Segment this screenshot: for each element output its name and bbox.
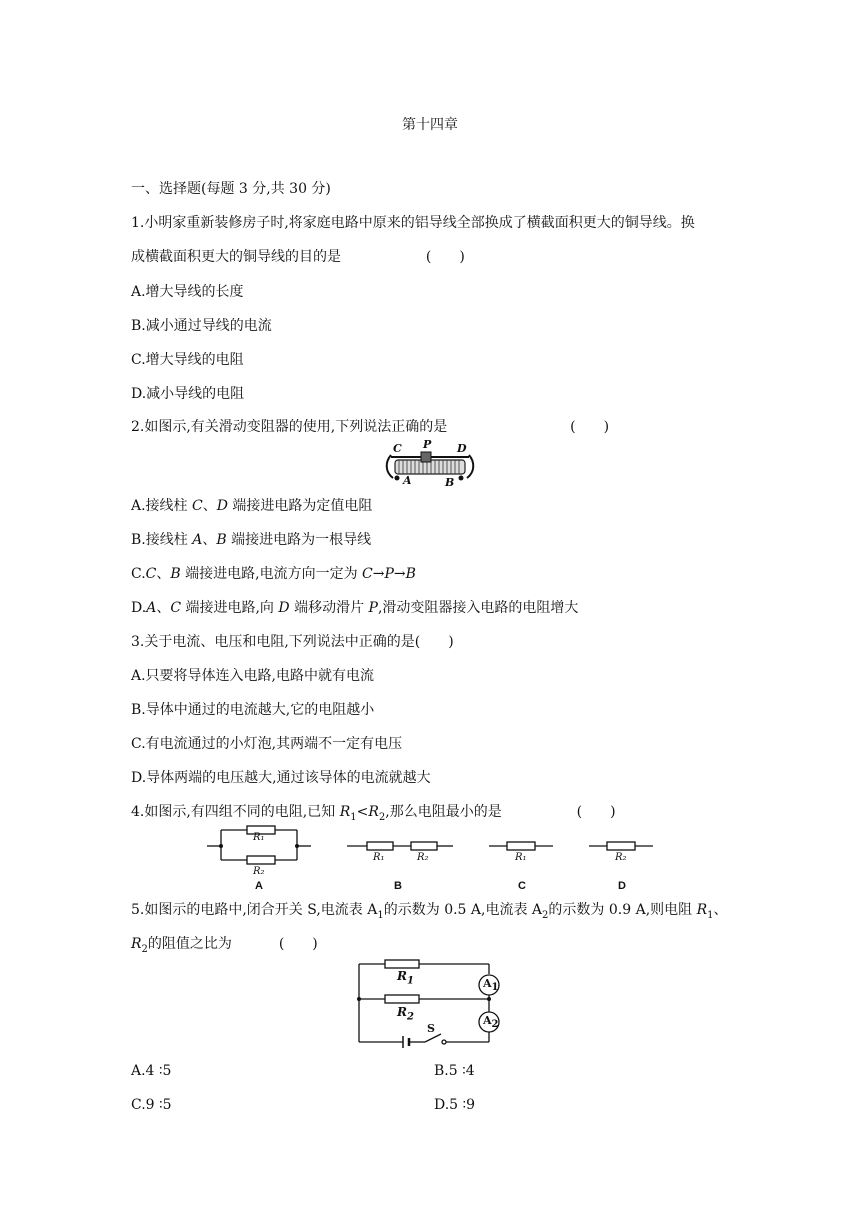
q5-option-c: C.9 ∶5: [131, 1097, 172, 1113]
rheostat-label-a: A: [403, 474, 412, 487]
q1-stem-line1: 1.小明家重新装修房子时,将家庭电路中原来的铝导线全部换成了横截面积更大的铜导线。换: [131, 215, 695, 231]
q1-option-b: B.减小通过导线的电流: [131, 318, 272, 334]
q5-ammeter-a2-label: $A_2$: [483, 1014, 499, 1031]
rheostat-label-p: P: [423, 438, 432, 451]
q5-stem-line2: $R_2$的阻值之比为 ( ): [131, 936, 318, 955]
q5-fig-r1-label: $R_1$: [397, 969, 414, 987]
q5-option-a: A.4 ∶5: [131, 1063, 172, 1079]
q4-a-r2-label: R₂: [253, 866, 265, 877]
q4-b-r1-label: R₁: [373, 852, 385, 863]
q5-option-d: D.5 ∶9: [434, 1097, 476, 1113]
page-title: 第十四章: [402, 117, 458, 133]
rheostat-label-b: B: [445, 476, 455, 489]
q4-d-r2-label: R₂: [615, 852, 627, 863]
q5-circuit-figure: [355, 956, 507, 1052]
q3-option-a: A.只要将导体连入电路,电路中就有电流: [131, 668, 375, 684]
q5-option-b: B.5 ∶4: [434, 1063, 475, 1079]
q5-switch-label: S: [427, 1022, 435, 1035]
q5-answer-paren: ( ): [278, 936, 318, 952]
q4-c-r1-label: R₁: [515, 852, 527, 863]
q4-fig-d-circuit: [589, 842, 653, 850]
q2-option-d: D.A、C 端接进电路,向 D 端移动滑片 P,滑动变阻器接入电路的电阻增大: [131, 600, 579, 616]
q4-stem-line: 4.如图示,有四组不同的电阻,已知 $R_1<R_2$,那么电阻最小的是 ( ): [131, 804, 616, 823]
q3-option-d: D.导体两端的电压越大,通过该导体的电流就越大: [131, 770, 431, 786]
q1-stem-text: 成横截面积更大的铜导线的目的是: [131, 249, 341, 265]
q4-figures: [205, 822, 665, 896]
q3-option-c: C.有电流通过的小灯泡,其两端不一定有电压: [131, 736, 403, 752]
q5-ammeter-a1-label: $A_1$: [483, 977, 499, 994]
q4-letter-c: C: [518, 880, 526, 892]
rheostat-figure: [385, 438, 475, 490]
q1-option-a: A.增大导线的长度: [131, 284, 244, 300]
q1-stem-line2: [131, 248, 465, 266]
q5-stem-line1: 5.如图示的电路中,闭合开关 S,电流表 $A_1$的示数为 0.5 A,电流表 $A_2$的示数为 0.9 A,则电阻 $R_1$、: [131, 902, 728, 921]
q4-fig-c-circuit: [489, 842, 553, 850]
q3-stem: 3.关于电流、电压和电阻,下列说法中正确的是( ): [131, 634, 454, 650]
q4-letter-a: A: [255, 880, 263, 892]
section-heading: 一、选择题(每题 3 分,共 30 分): [131, 181, 331, 197]
q1-answer-paren: ( ): [425, 249, 465, 265]
q3-option-b: B.导体中通过的电流越大,它的电阻越小: [131, 702, 375, 718]
q1-option-d: D.减小导线的电阻: [131, 386, 245, 402]
q4-answer-paren: ( ): [576, 804, 616, 820]
rheostat-label-c: C: [393, 442, 402, 455]
q2-option-b: B.接线柱 A、B 端接进电路为一根导线: [131, 532, 372, 548]
q4-letter-d: D: [618, 880, 626, 892]
q4-letter-b: B: [394, 880, 402, 892]
rheostat-label-d: D: [457, 442, 467, 455]
q2-option-a: A.接线柱 C、D 端接进电路为定值电阻: [131, 498, 373, 514]
q4-fig-b-circuit: [347, 842, 453, 850]
q2-stem-line: [131, 418, 609, 436]
q4-b-r2-label: R₂: [417, 852, 429, 863]
q2-answer-paren: ( ): [570, 419, 610, 435]
q1-option-c: C.增大导线的电阻: [131, 352, 244, 368]
q2-option-c: C.C、B 端接进电路,电流方向一定为 C→P→B: [131, 566, 416, 582]
q5-fig-r2-label: $R_2$: [397, 1005, 414, 1023]
q2-stem-text: 2.如图示,有关滑动变阻器的使用,下列说法正确的是: [131, 419, 448, 435]
q4-a-r1-label: R₁: [253, 832, 265, 843]
